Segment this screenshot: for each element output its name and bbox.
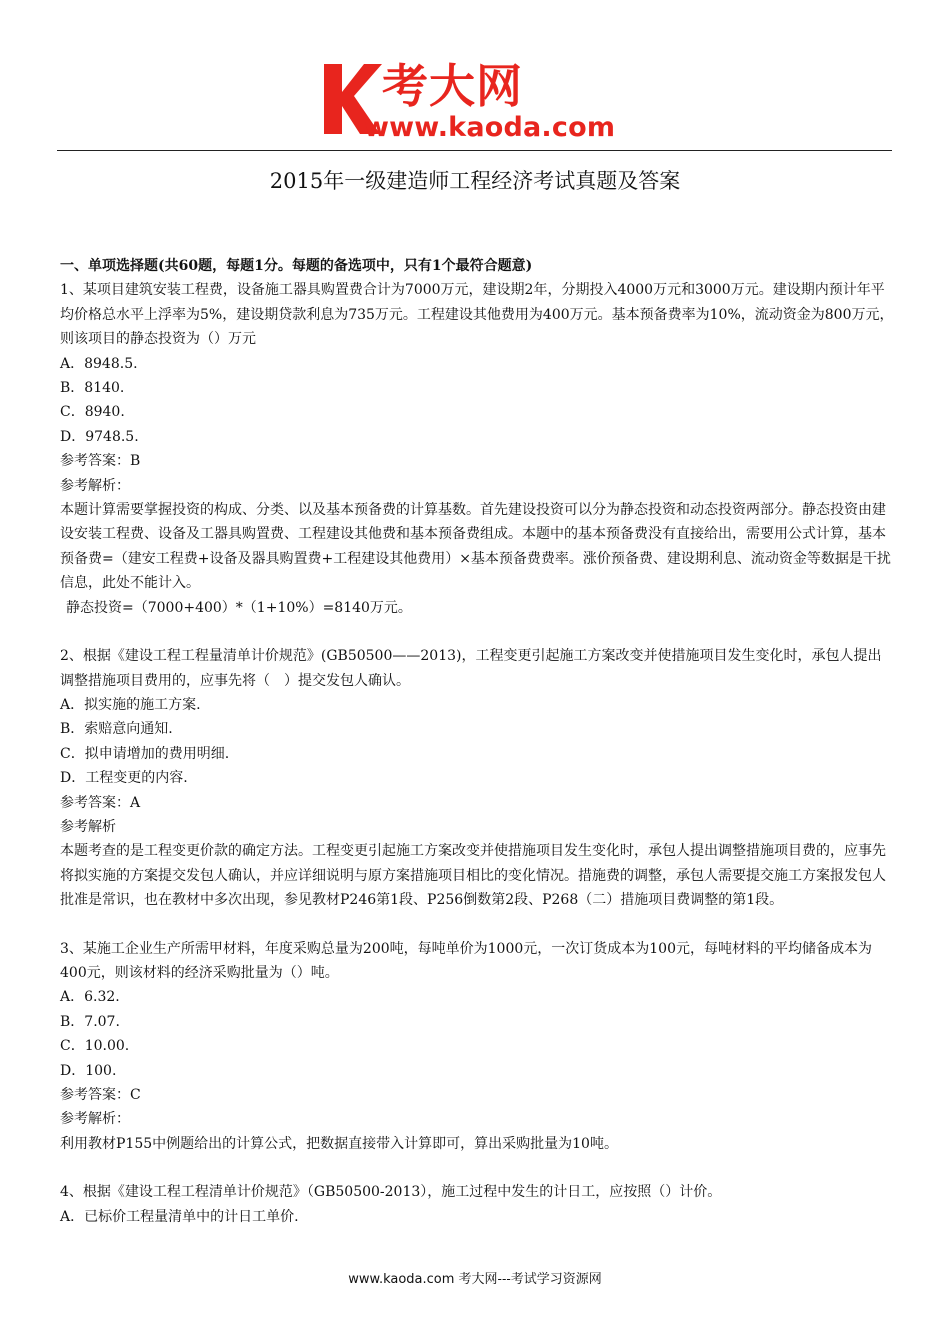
analysis-text: 本题考查的是工程变更价款的确定方法。工程变更引起施工方案改变并使措施项目发生变化时，承包人提出调整措施项目费的，应事先将拟实施的方案提交发包人确认，并应详细说明与原方案措施项目相比的变化情况。措施费的调整，承包人需要提交施工方案报发包人批准是常识，也在教材中多次出现，参见教材P246第1段、P256倒数第2段、P268（二）措施项目费调整的第1段。	[60, 843, 886, 909]
option-b: B．7.07.	[60, 1013, 120, 1030]
document-body	[60, 254, 895, 1229]
document-title: 2015年一级建造师工程经济考试真题及答案	[269, 169, 681, 193]
analysis-text: 利用教材P155中例题给出的计算公式，把数据直接带入计算即可，算出采购批量为10吨。	[60, 1135, 618, 1152]
page-footer	[0, 1270, 950, 1290]
logo-text: 考大网	[382, 59, 523, 113]
question-3	[60, 937, 895, 1157]
option-a: A．6.32.	[60, 989, 120, 1006]
option-d: D．工程变更的内容.	[60, 770, 188, 787]
option-a: A．已标价工程量清单中的计日工单价.	[60, 1208, 299, 1225]
question-4	[60, 1180, 895, 1229]
question-2	[60, 644, 895, 912]
analysis-label: 参考解析	[60, 818, 116, 835]
answer: 参考答案：B	[60, 453, 141, 470]
footer-link[interactable]: www.kaoda.com	[348, 1272, 455, 1287]
option-a: A．拟实施的施工方案.	[60, 696, 201, 713]
question-stem: 4、根据《建设工程工程清单计价规范》（GB50500-2013），施工过程中发生的计日工，应按照（）计价。	[60, 1184, 722, 1201]
question-1	[60, 278, 895, 620]
option-a: A．8948.5.	[60, 355, 138, 372]
option-c: C．8940.	[60, 404, 125, 421]
question-stem: 2、根据《建设工程工程量清单计价规范》(GB50500——2013)，工程变更引起施工方案改变并使措施项目发生变化时，承包人提出调整措施项目费用的，应事先将（ ）提交发包人确认。	[60, 648, 882, 689]
calculation: 静态投资=（7000+400）*（1+10%）=8140万元。	[66, 599, 412, 616]
section-heading: 一、单项选择题(共60题，每题1分。每题的备选项中，只有1个最符合题意)	[60, 258, 533, 274]
option-d: D．100.	[60, 1062, 117, 1079]
analysis-label: 参考解析：	[60, 1111, 130, 1128]
question-stem: 1、某项目建筑安装工程费，设备施工器具购置费合计为7000万元，建设期2年，分期投入4000万元和3000万元。建设期内预计年平均价格总水平上浮率为5%，建设期贷款利息为735万元。工程建设其他费用为400万元。基本预备费率为10%，流动资金为800万元，则该项目的静态投资为（）万元	[60, 282, 894, 348]
kaoda-logo	[320, 58, 640, 146]
answer: 参考答案：C	[60, 1087, 141, 1103]
option-c: C．拟申请增加的费用明细.	[60, 745, 230, 762]
logo-url: www.kaoda.com	[364, 112, 616, 143]
footer-text: 考大网---考试学习资源网	[454, 1272, 602, 1287]
option-c: C．10.00.	[60, 1038, 130, 1055]
option-b: B．8140.	[60, 380, 125, 397]
analysis-label: 参考解析：	[60, 477, 130, 494]
option-d: D．9748.5.	[60, 428, 139, 445]
question-stem: 3、某施工企业生产所需甲材料，年度采购总量为200吨，每吨单价为1000元，一次订货成本为100元，每吨材料的平均储备成本为400元，则该材料的经济采购批量为（）吨。	[60, 940, 872, 981]
option-b: B．索赔意向通知.	[60, 721, 173, 738]
analysis-text: 本题计算需要掌握投资的构成、分类、以及基本预备费的计算基数。首先建设投资可以分为静态投资和动态投资两部分。静态投资由建设安装工程费、设备及工器具购置费、工程建设其他费和基本预备费组成。本题中的基本预备费没有直接给出，需要用公式计算，基本预备费=（建安工程费+设备及器具购置费+工程建设其他费用）×基本预备费费率。涨价预备费、建设期利息、流动资金等数据是干扰信息，此处不能计入。	[60, 502, 891, 592]
answer: 参考答案：A	[60, 794, 141, 811]
header-divider	[57, 150, 892, 151]
